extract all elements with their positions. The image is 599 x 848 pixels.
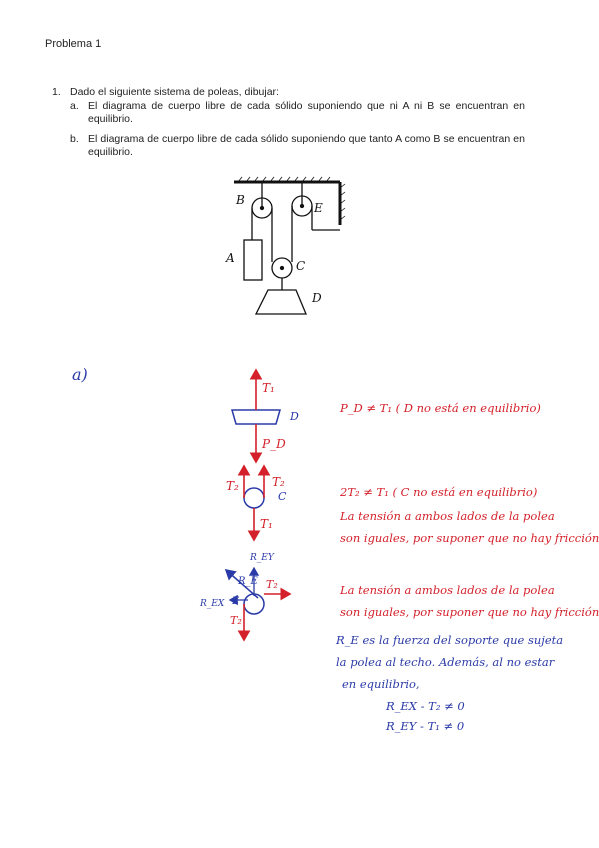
figure-label-b: B [236, 193, 245, 207]
fbd-c-right-tension: T₂ [272, 475, 285, 489]
note-c-tension-line1: La tensión a ambos lados de la polea [340, 509, 555, 523]
fbd-e-body-label: E [232, 596, 240, 607]
note-e-equation-y: R_EY - T₁ ≠ 0 [386, 719, 465, 733]
note-e-support-line3: en equilibrio, [342, 677, 420, 691]
note-d-equilibrium: P_D ≠ T₁ ( D no está en equilibrio) [340, 401, 541, 415]
item-b-text: El diagrama de cuerpo libre de cada sólido suponiendo que tanto A como B se encuentran en equilibrio. [88, 133, 525, 158]
document-title: Problema 1 [45, 38, 102, 50]
fbd-c-left-tension: T₂ [226, 479, 239, 493]
note-e-tension-line1: La tensión a ambos lados de la polea [340, 583, 555, 597]
part-label: a) [72, 365, 88, 384]
note-c-tension-line2: son iguales, por suponer que no hay fricción [340, 531, 599, 545]
item-a-text: El diagrama de cuerpo libre de cada sólido suponiendo que ni A ni B se encuentran en equilibrio. [88, 100, 525, 125]
fbd-c-down-tension: T₁ [260, 517, 273, 531]
question-text: Dado el siguiente sistema de poleas, dibujar: [70, 86, 279, 98]
item-a-marker: a. [70, 100, 79, 112]
fbd-e-rey-label: R_EY [250, 553, 274, 563]
item-b-marker: b. [70, 133, 79, 145]
fbd-d-body-label: D [290, 410, 299, 423]
fbd-e-down-tension: T₂ [230, 614, 242, 627]
note-e-equation-x: R_EX - T₂ ≠ 0 [386, 699, 465, 713]
fbd-d-weight-label: P_D [262, 437, 286, 451]
fbd-c-body-label: C [278, 490, 287, 503]
question-number: 1. [52, 86, 61, 98]
fbd-e-right-tension: T₂ [266, 578, 278, 591]
fbd-d-tension-label: T₁ [262, 381, 275, 395]
figure-label-d: D [312, 291, 322, 305]
note-e-tension-line2: son iguales, por suponer que no hay fricción [340, 605, 599, 619]
figure-label-a: A [226, 251, 235, 265]
figure-label-c: C [296, 259, 306, 273]
figure-label-e: E [314, 201, 323, 215]
note-c-equilibrium: 2T₂ ≠ T₁ ( C no está en equilibrio) [340, 485, 538, 499]
fbd-e-re-label: R_E [238, 576, 258, 587]
note-e-support-line1: R_E es la fuerza del soporte que sujeta [336, 633, 564, 647]
note-e-support-line2: la polea al techo. Además, al no estar [336, 655, 555, 669]
fbd-e-rex-label: R_EX [200, 599, 225, 609]
